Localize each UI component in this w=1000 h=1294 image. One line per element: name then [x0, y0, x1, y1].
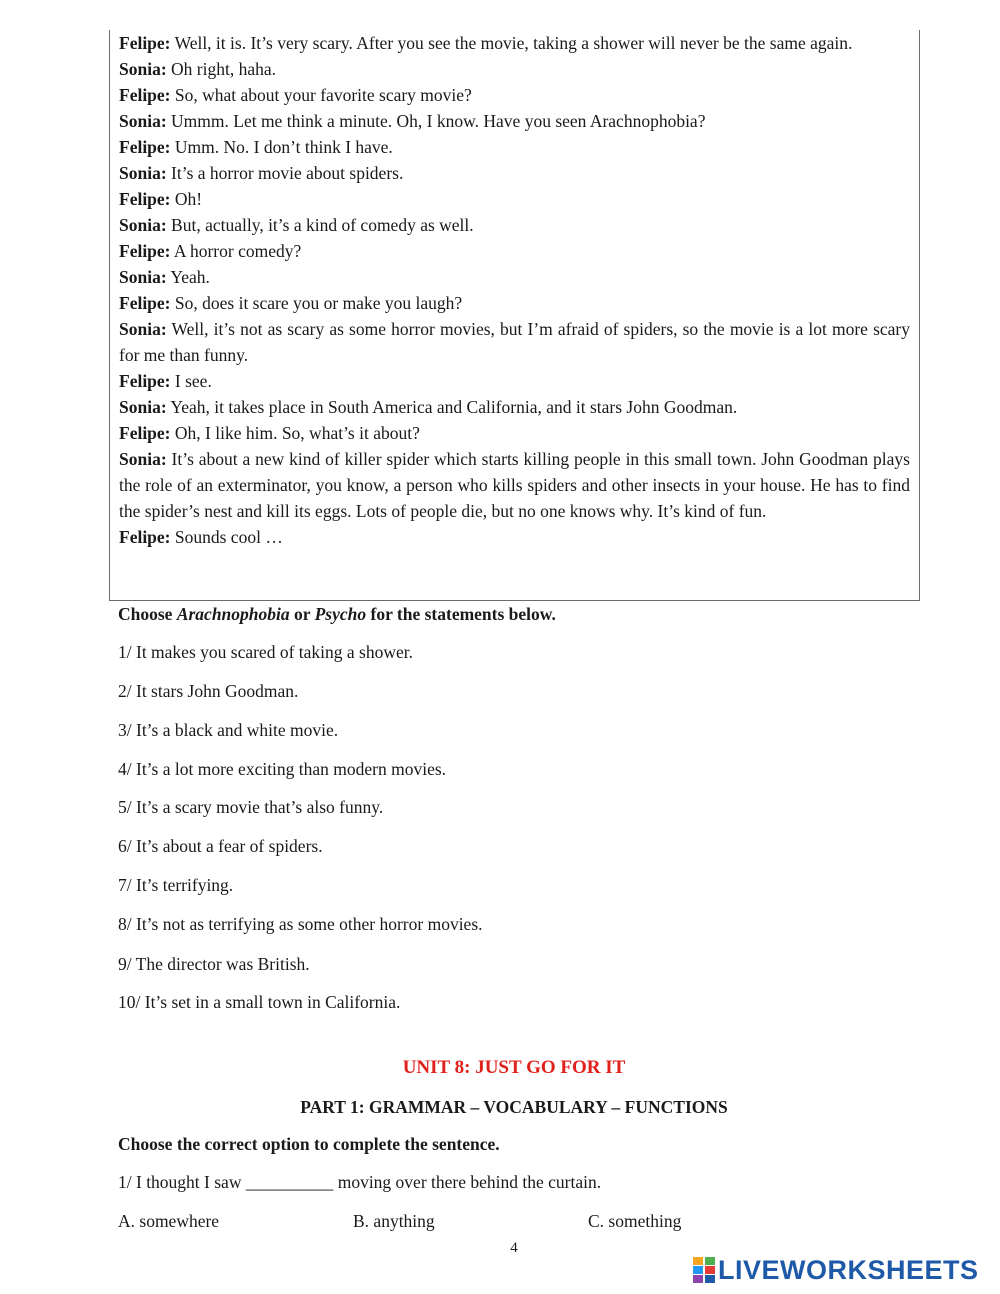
question-1: 1/ I thought I saw __________ moving over there behind the curtain.: [118, 1172, 602, 1192]
option-b: B. anything: [353, 1211, 435, 1231]
liveworksheets-logo-icon: [693, 1257, 715, 1283]
speaker-name: Sonia:: [119, 111, 167, 131]
speaker-name: Sonia:: [119, 449, 167, 469]
unit-title: UNIT 8: JUST GO FOR IT: [402, 1057, 626, 1078]
statement-3: 3/ It’s a black and white movie.: [118, 720, 339, 740]
dialogue-line: [119, 524, 910, 550]
dialogue-text: Oh right, haha.: [166, 59, 277, 79]
statement-5: 5/ It’s a scary movie that’s also funny.: [118, 797, 384, 817]
dialogue-line: [119, 82, 910, 108]
dialogue-line: [119, 290, 910, 316]
dialogue-box: [109, 30, 920, 601]
dialogue-text: It’s about a new kind of killer spider which starts killing people in this small town. John Goodman plays the role of an exterminator, you know, a person who kills spiders and other insects in your house. He has to find the spider’s nest and kill its eggs. Lots of people die, but no one knows why. It’s kind of fun.: [119, 449, 910, 521]
dialogue-text: Well, it’s not as scary as some horror movies, but I’m afraid of spiders, so the movie is a lot more scary for me than funny.: [119, 319, 910, 365]
dialogue-text: Oh, I like him. So, what’s it about?: [170, 423, 420, 443]
dialogue-line: [119, 316, 910, 368]
liveworksheets-logo[interactable]: [693, 1254, 979, 1286]
speaker-name: Felipe:: [119, 33, 171, 53]
dialogue-text: It’s a horror movie about spiders.: [166, 163, 404, 183]
option-a: A. somewhere: [118, 1211, 220, 1231]
dialogue-text: So, what about your favorite scary movie?: [170, 85, 472, 105]
statement-9: 9/ The director was British.: [118, 954, 310, 974]
dialogue-line: [119, 186, 910, 212]
instruction-suffix: for the statements below.: [366, 604, 556, 624]
statement-7: 7/ It’s terrifying.: [118, 875, 234, 895]
dialogue-text: A horror comedy?: [170, 241, 302, 261]
statements-instruction: [118, 604, 556, 625]
instruction-prefix: Choose: [118, 604, 177, 624]
speaker-name: Felipe:: [119, 527, 171, 547]
speaker-name: Felipe:: [119, 293, 171, 313]
statement-1: 1/ It makes you scared of taking a shower.: [118, 642, 413, 662]
dialogue-line: [119, 446, 910, 524]
dialogue-line: [119, 30, 910, 56]
statement-10: 10/ It’s set in a small town in California.: [118, 992, 401, 1012]
dialogue-text: Well, it is. It’s very scary. After you see the movie, taking a shower will never be the same again.: [170, 33, 853, 53]
dialogue-text: So, does it scare you or make you laugh?: [170, 293, 463, 313]
dialogue-line: [119, 108, 910, 134]
speaker-name: Felipe:: [119, 241, 171, 261]
statement-8: 8/ It’s not as terrifying as some other horror movies.: [118, 914, 483, 934]
speaker-name: Sonia:: [119, 397, 167, 417]
speaker-name: Sonia:: [119, 59, 167, 79]
dialogue-text: Sounds cool …: [170, 527, 283, 547]
speaker-name: Sonia:: [119, 163, 167, 183]
speaker-name: Felipe:: [119, 423, 171, 443]
dialogue-text: But, actually, it’s a kind of comedy as well.: [166, 215, 474, 235]
part-title: PART 1: GRAMMAR – VOCABULARY – FUNCTIONS: [300, 1097, 728, 1117]
dialogue-line: [119, 212, 910, 238]
speaker-name: Sonia:: [119, 215, 167, 235]
speaker-name: Felipe:: [119, 85, 171, 105]
dialogue-line: [119, 56, 910, 82]
dialogue-line: [119, 368, 910, 394]
dialogue-text: Umm. No. I don’t think I have.: [170, 137, 393, 157]
speaker-name: Felipe:: [119, 371, 171, 391]
dialogue-line: [119, 394, 910, 420]
dialogue-text: Ummm. Let me think a minute. Oh, I know. Have you seen Arachnophobia?: [166, 111, 706, 131]
statement-6: 6/ It’s about a fear of spiders.: [118, 836, 323, 856]
statement-4: 4/ It’s a lot more exciting than modern movies.: [118, 759, 447, 779]
dialogue-line: [119, 238, 910, 264]
dialogue-text: Yeah.: [166, 267, 210, 287]
speaker-name: Felipe:: [119, 137, 171, 157]
dialogue-line: [119, 264, 910, 290]
movie-arachnophobia: Arachnophobia: [176, 604, 290, 624]
dialogue-lines: [119, 30, 910, 550]
dialogue-text: Yeah, it takes place in South America and California, and it stars John Goodman.: [166, 397, 738, 417]
option-c: C. something: [588, 1211, 682, 1231]
dialogue-line: [119, 160, 910, 186]
dialogue-text: Oh!: [170, 189, 203, 209]
speaker-name: Sonia:: [119, 319, 167, 339]
dialogue-text: I see.: [170, 371, 212, 391]
grammar-instruction: Choose the correct option to complete the sentence.: [118, 1134, 500, 1154]
liveworksheets-logo-text: LIVEWORKSHEETS: [718, 1255, 979, 1285]
movie-psycho: Psycho: [314, 604, 367, 624]
statement-2: 2/ It stars John Goodman.: [118, 681, 299, 701]
instruction-middle: or: [289, 604, 315, 624]
page-number: 4: [510, 1240, 518, 1256]
speaker-name: Sonia:: [119, 267, 167, 287]
speaker-name: Felipe:: [119, 189, 171, 209]
dialogue-line: [119, 134, 910, 160]
dialogue-line: [119, 420, 910, 446]
